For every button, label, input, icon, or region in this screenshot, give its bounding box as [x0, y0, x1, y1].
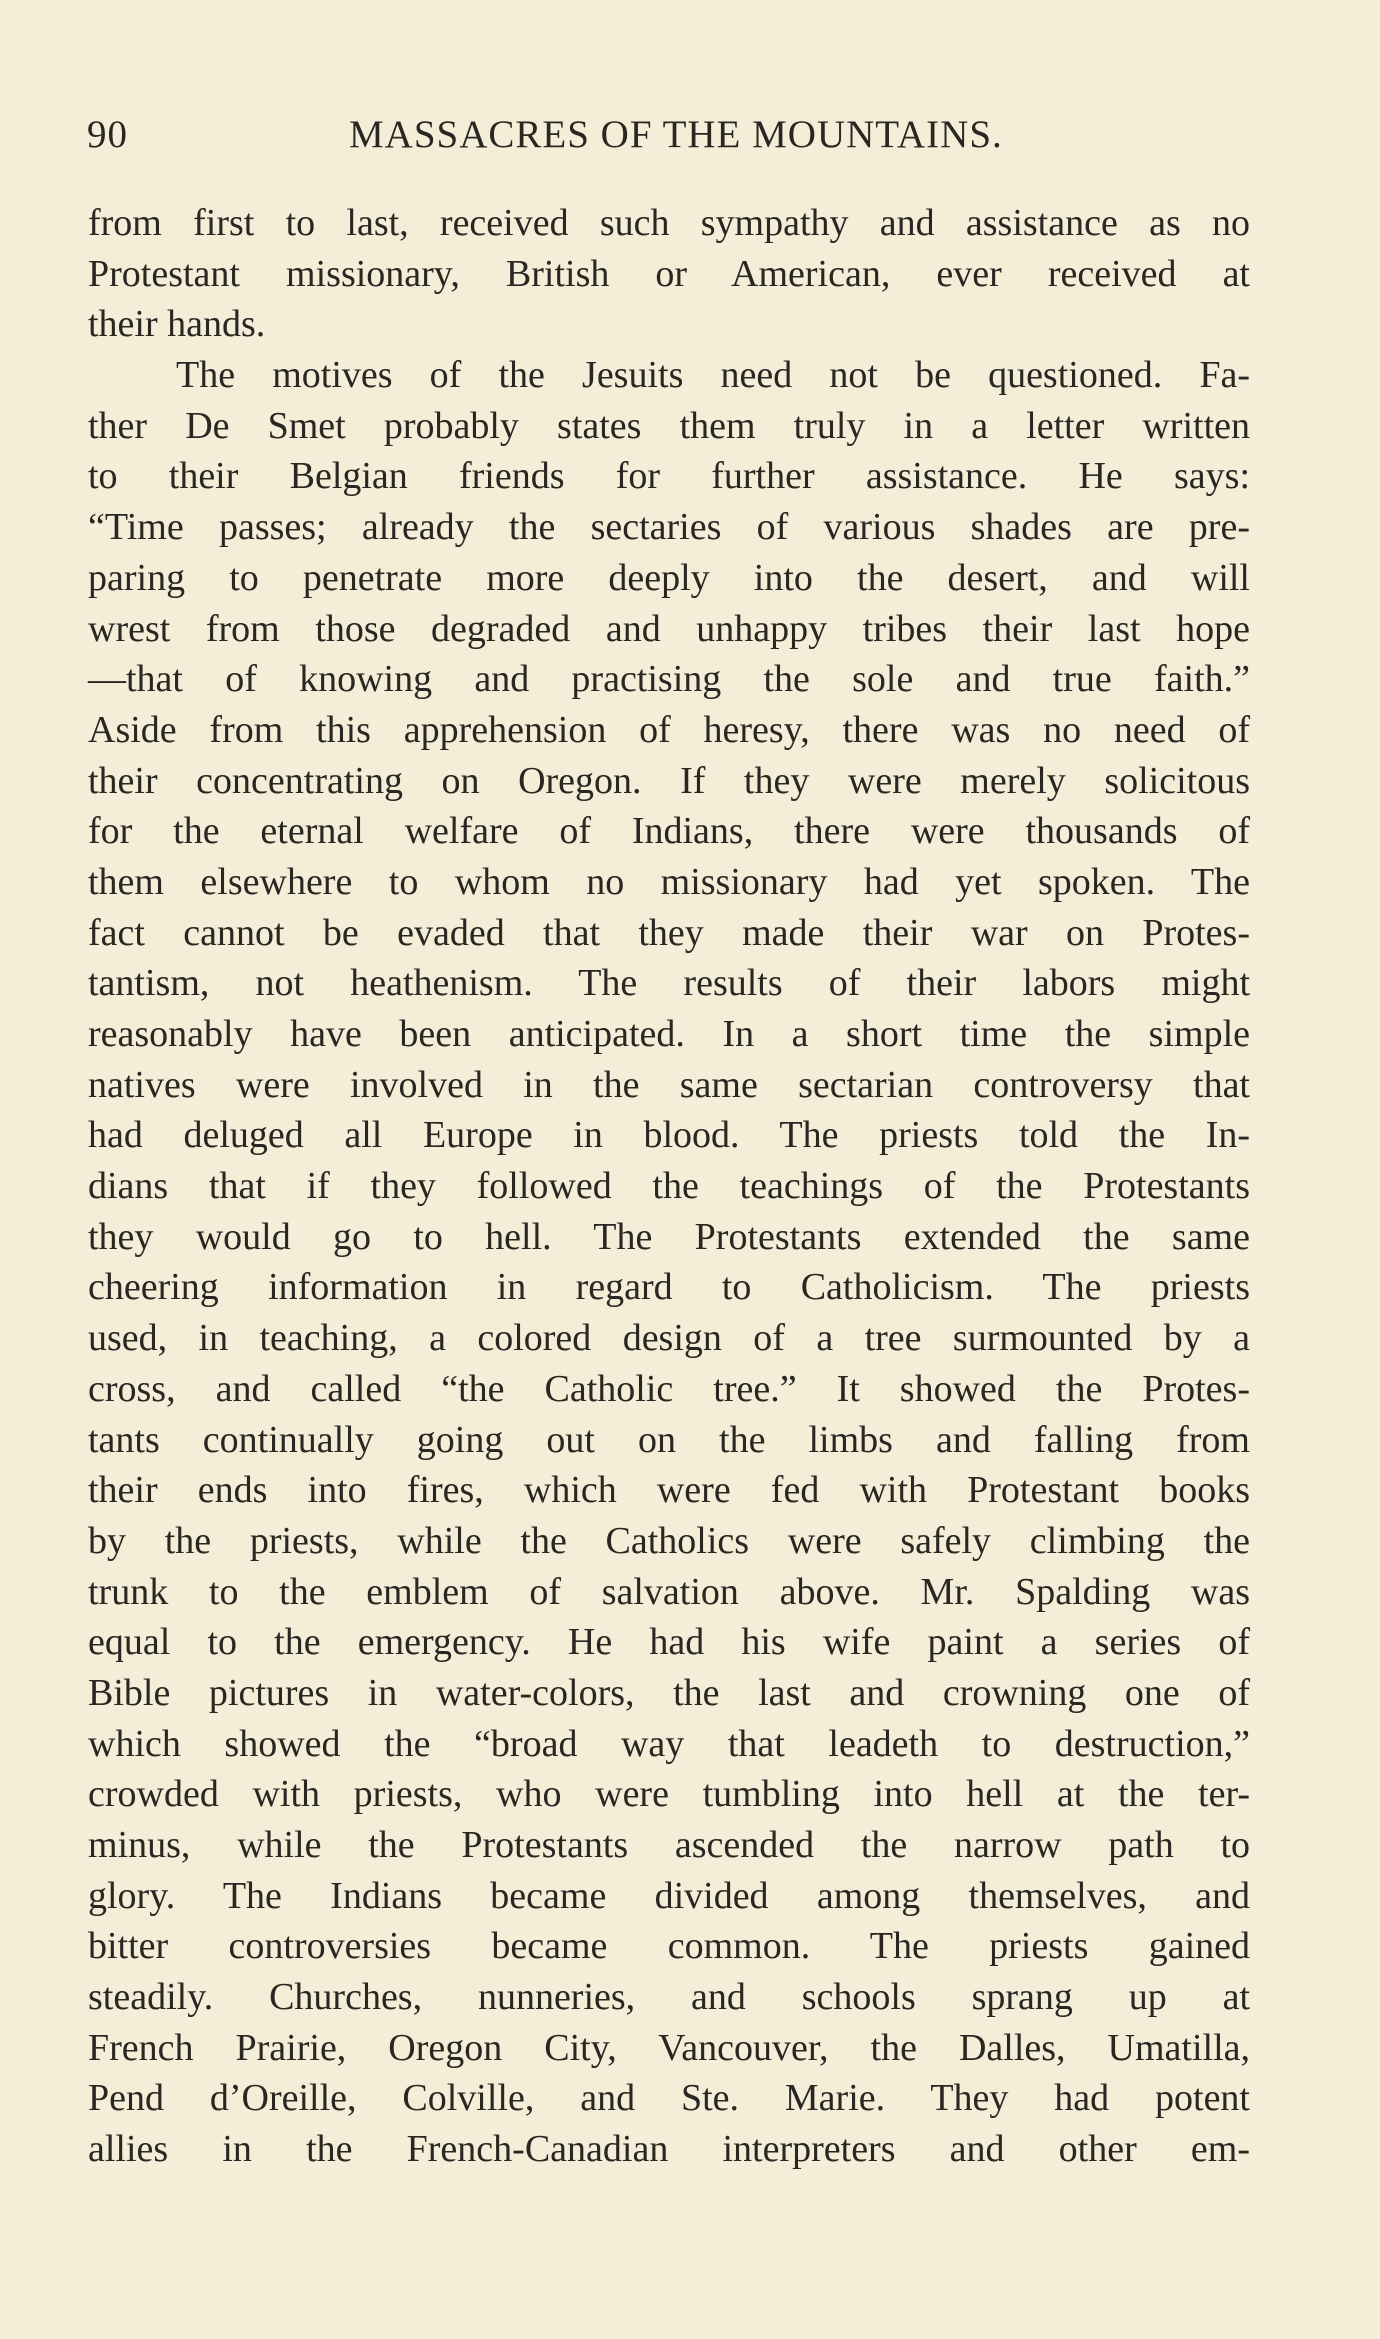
- text-line: equal to the emergency. He had his wife paint a series of: [88, 1621, 1250, 1664]
- text-line: which showed the “broad way that leadeth to destruction,”: [88, 1722, 1250, 1765]
- text-line: ther De Smet probably states them truly in a letter written: [88, 404, 1250, 447]
- running-head: MASSACRES OF THE MOUNTAINS.: [349, 113, 1003, 156]
- text-line: fact cannot be evaded that they made their war on Protes-: [88, 911, 1250, 954]
- text-line: Aside from this apprehension of heresy, there was no need of: [88, 708, 1250, 751]
- body-text: [88, 198, 1250, 2175]
- text-line: allies in the French-Canadian interpreters and other em-: [88, 2128, 1250, 2171]
- text-line: their hands.: [88, 303, 266, 346]
- text-line: reasonably have been anticipated. In a short time the simple: [88, 1013, 1250, 1055]
- text-line: minus, while the Protestants ascended the narrow path to: [88, 1824, 1250, 1866]
- text-line: trunk to the emblem of salvation above. Mr. Spalding was: [88, 1570, 1250, 1613]
- text-line: their concentrating on Oregon. If they were merely solicitous: [88, 759, 1250, 802]
- text-line: Protestant missionary, British or American, ever received at: [88, 252, 1250, 295]
- text-line: steadily. Churches, nunneries, and schools sprang up at: [88, 1976, 1250, 2019]
- text-line: had deluged all Europe in blood. The priests told the In-: [88, 1114, 1250, 1157]
- text-line: Bible pictures in water-colors, the last and crowning one of: [88, 1671, 1250, 1714]
- text-line: cross, and called “the Catholic tree.” It showed the Protes-: [88, 1367, 1250, 1410]
- text-line: natives were involved in the same sectarian controversy that: [88, 1063, 1250, 1106]
- text-line: they would go to hell. The Protestants extended the same: [88, 1215, 1250, 1258]
- text-line: crowded with priests, who were tumbling into hell at the ter-: [88, 1773, 1250, 1816]
- text-line: dians that if they followed the teachings of the Protestants: [88, 1165, 1250, 1208]
- text-line: for the eternal welfare of Indians, there were thousands of: [88, 810, 1250, 853]
- text-line: “Time passes; already the sectaries of various shades are pre-: [88, 506, 1250, 549]
- page-header: [87, 112, 1247, 162]
- page-number: 90: [87, 113, 128, 156]
- text-line: cheering information in regard to Catholicism. The priests: [88, 1266, 1250, 1309]
- text-line: glory. The Indians became divided among themselves, and: [88, 1874, 1250, 1917]
- text-line: French Prairie, Oregon City, Vancouver, the Dalles, Umatilla,: [88, 2026, 1250, 2069]
- text-line: wrest from those degraded and unhappy tribes their last hope: [88, 607, 1250, 650]
- text-line: from first to last, received such sympathy and assistance as no: [88, 202, 1250, 244]
- text-line: to their Belgian friends for further assistance. He says:: [88, 455, 1250, 498]
- text-line: their ends into fires, which were fed with Protestant books: [88, 1469, 1250, 1512]
- text-line: used, in teaching, a colored design of a tree surmounted by a: [88, 1317, 1250, 1360]
- text-line: by the priests, while the Catholics were safely climbing the: [88, 1519, 1250, 1562]
- text-line: paring to penetrate more deeply into the desert, and will: [88, 556, 1250, 599]
- text-line: tants continually going out on the limbs and falling from: [88, 1418, 1250, 1461]
- text-line: The motives of the Jesuits need not be questioned. Fa-: [176, 354, 1250, 397]
- text-line: bitter controversies became common. The priests gained: [88, 1925, 1250, 1968]
- text-line: Pend d’Oreille, Colville, and Ste. Marie. They had potent: [88, 2077, 1250, 2120]
- text-line: tantism, not heathenism. The results of their labors might: [88, 962, 1250, 1005]
- text-line: them elsewhere to whom no missionary had yet spoken. The: [88, 860, 1250, 903]
- text-line: —that of knowing and practising the sole and true faith.”: [88, 658, 1250, 701]
